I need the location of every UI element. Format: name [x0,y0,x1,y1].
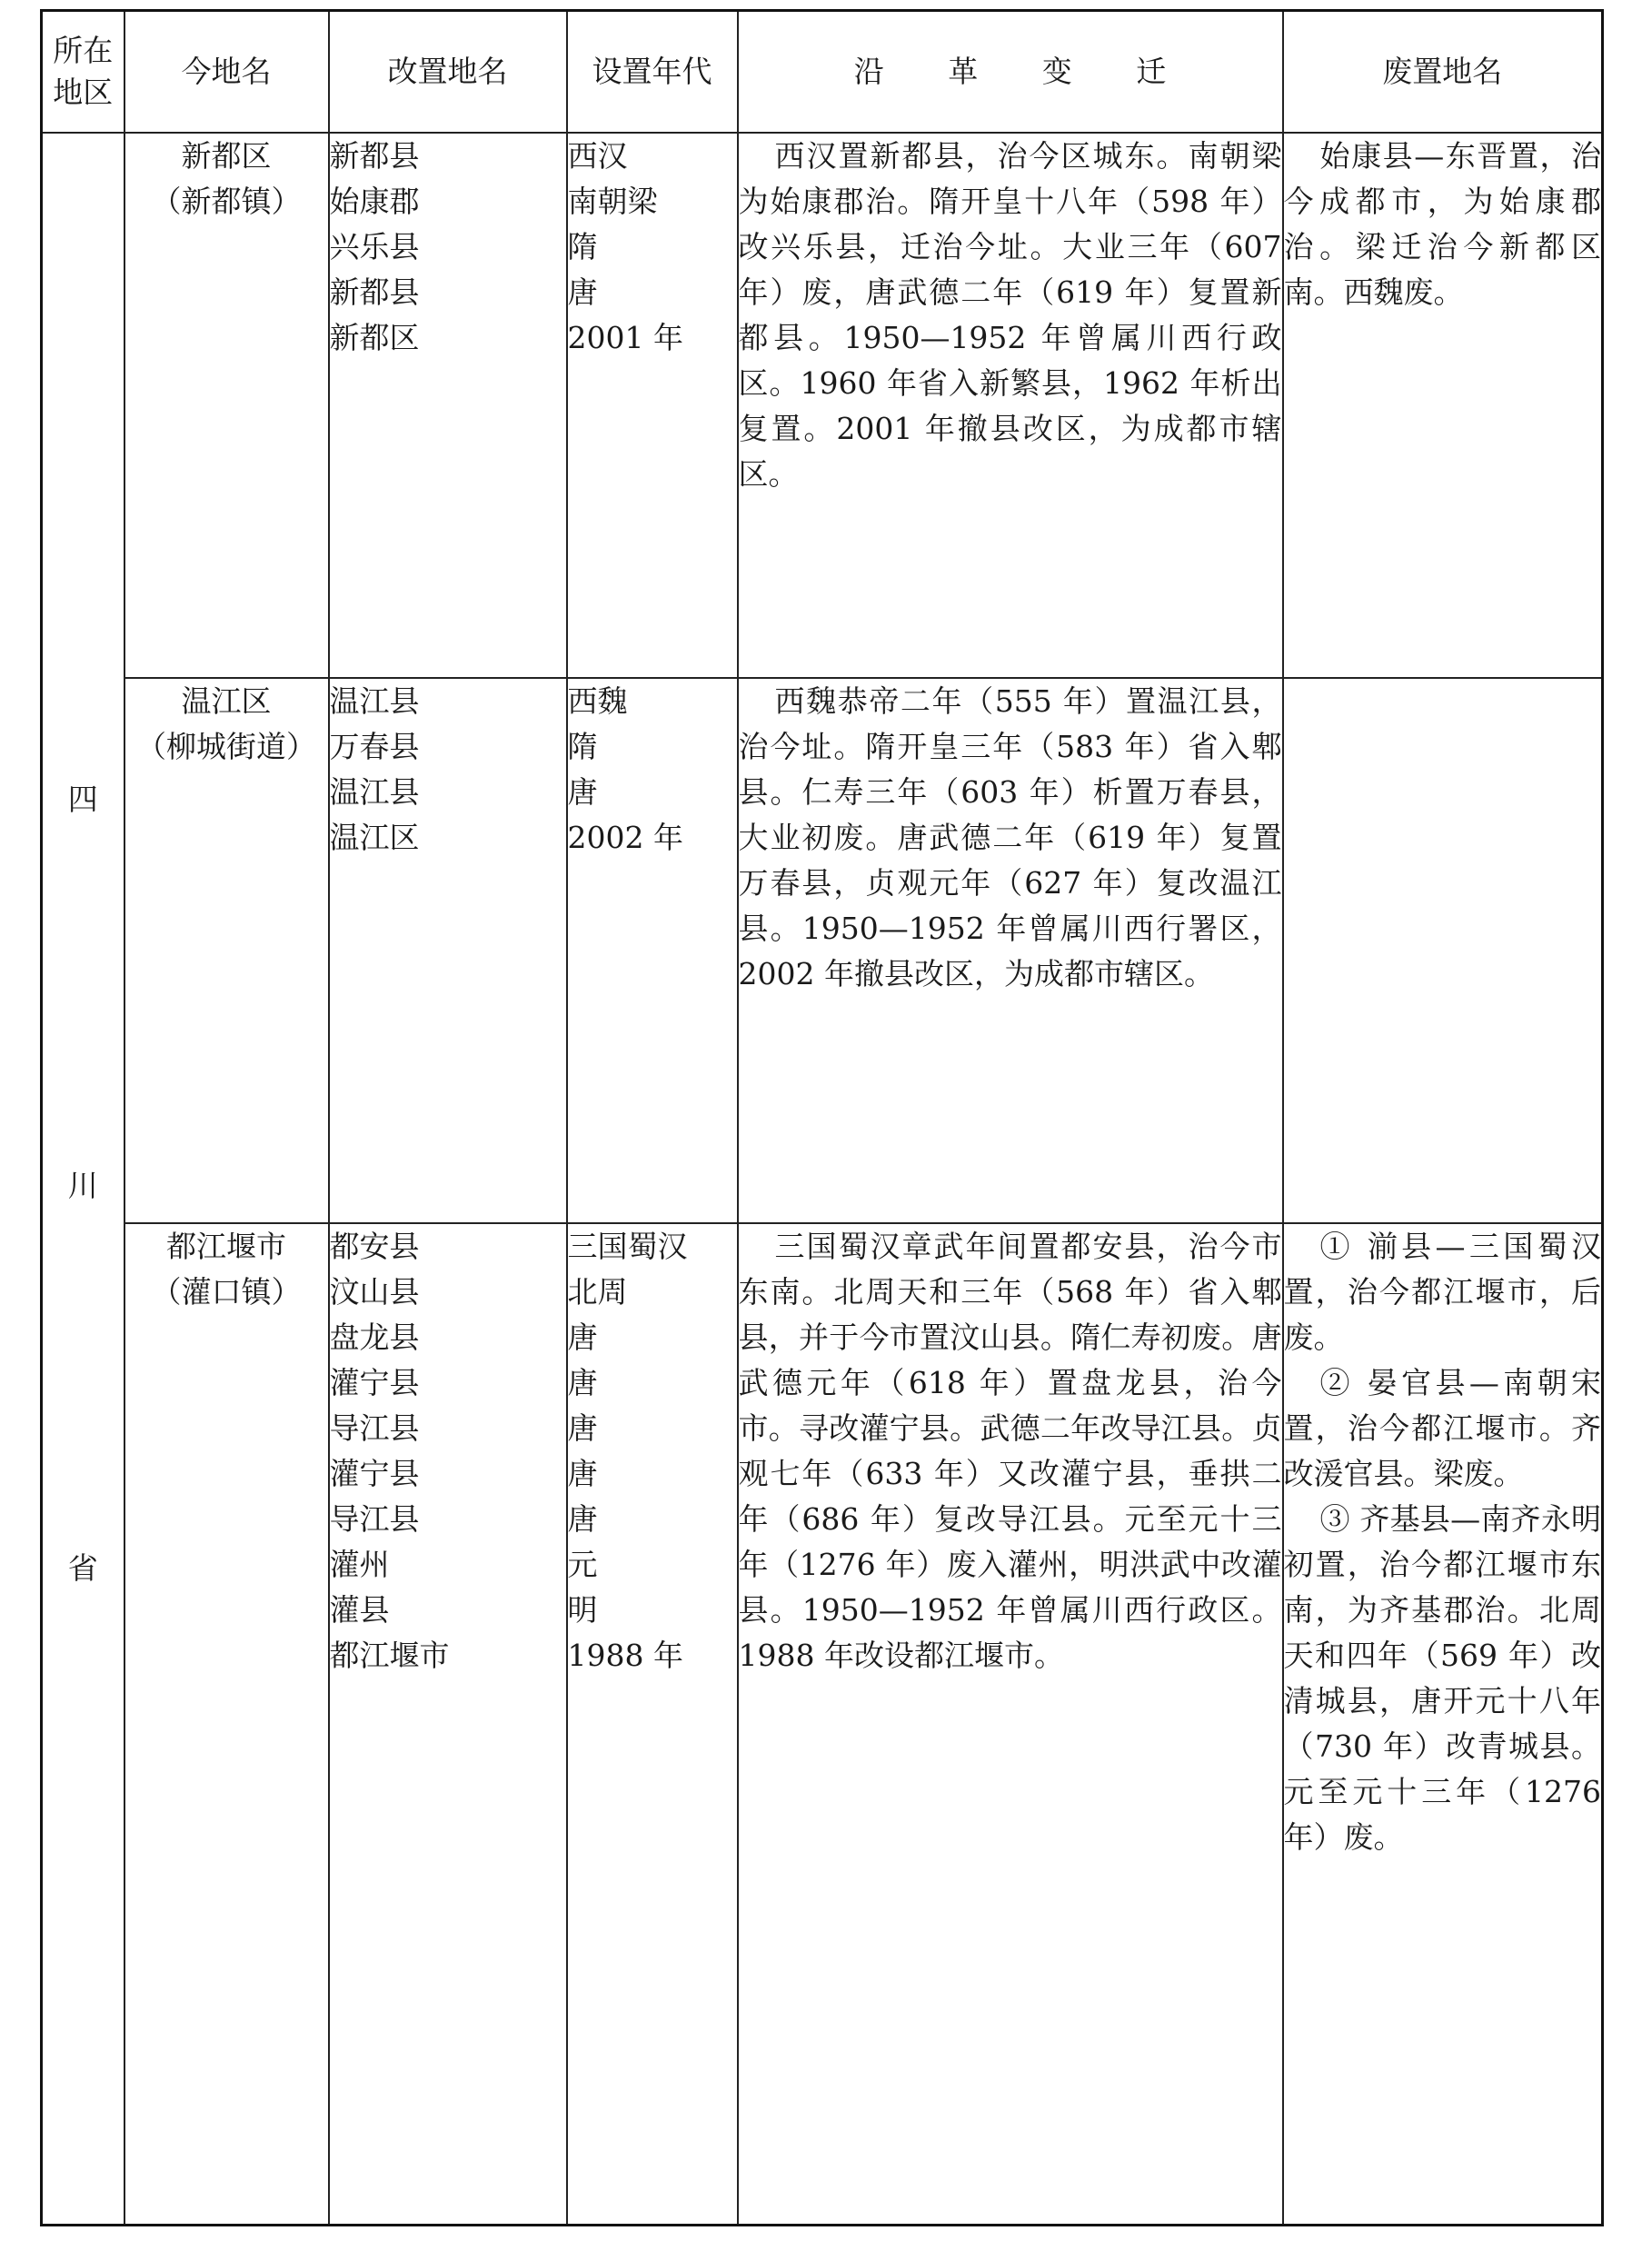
gazetteer-page [40,9,1601,2221]
header-former-names: 改置地名 [329,11,567,134]
former-names-cell: 温江县 万春县 温江县 温江区 [329,678,567,1223]
region-char: 省 [67,1550,98,1586]
header-region: 所在 地区 [42,11,124,134]
today-name-cell: 新都区 （新都镇） [124,133,329,678]
header-history: 沿 革 变 迁 [738,11,1283,134]
founded-cell: 西魏 隋 唐 2002 年 [567,678,738,1223]
founded-cell: 西汉 南朝梁 隋 唐 2001 年 [567,133,738,678]
header-row [42,11,1603,134]
history-cell: 西魏恭帝二年（555 年）置温江县，治今址。隋开皇三年（583 年）省入郫县。仁寿三年（603 年）析置万春县，大业初废。唐武德二年（619 年）复置万春县，贞观元年（627 年）复改温江县。1950—1952 年曾属川西行署区，2002 年撤县改区，为成都市辖区。 [738,678,1283,1223]
table-row [42,1223,1603,2226]
region-cell [42,133,124,2226]
abolished-cell: ① 湔县—三国蜀汉置，治今都江堰市，后废。 ② 晏官县—南朝宋置，治今都江堰市。齐改湲官县。梁废。 ③ 齐基县—南齐永明初置，治今都江堰市东南，为齐基郡治。北周天和四年（569 年）改清城县，唐开元十八年（730 年）改青城县。元至元十三年（1276 年）废。 [1283,1223,1603,2226]
abolished-cell [1283,678,1603,1223]
former-names-cell: 新都县 始康郡 兴乐县 新都县 新都区 [329,133,567,678]
founded-cell: 三国蜀汉 北周 唐 唐 唐 唐 唐 元 明 1988 年 [567,1223,738,2226]
gazetteer-table [40,9,1604,2226]
today-name-cell: 都江堰市 （灌口镇） [124,1223,329,2226]
abolished-cell: 始康县—东晋置，治今成都市，为始康郡治。梁迁治今新都区南。西魏废。 [1283,133,1603,678]
header-abolished: 废置地名 [1283,11,1603,134]
table-row [42,133,1603,678]
region-char: 川 [67,1168,98,1203]
former-names-cell: 都安县 汶山县 盘龙县 灌宁县 导江县 灌宁县 导江县 灌州 灌县 都江堰市 [329,1223,567,2226]
header-founded: 设置年代 [567,11,738,134]
history-cell: 三国蜀汉章武年间置都安县，治今市东南。北周天和三年（568 年）省入郫县，并于今市置汶山县。隋仁寿初废。唐武德元年（618 年）置盘龙县，治今市。寻改灌宁县。武德二年改导江县。贞观七年（633 年）又改灌宁县，垂拱二年（686 年）复改导江县。元至元十三年（1276 年）废入灌州，明洪武中改灌县。1950—1952 年曾属川西行政区。1988 年改设都江堰市。 [738,1223,1283,2226]
region-char: 四 [67,782,98,817]
table-row [42,678,1603,1223]
today-name-cell: 温江区 （柳城街道） [124,678,329,1223]
history-cell: 西汉置新都县，治今区城东。南朝梁为始康郡治。隋开皇十八年（598 年）改兴乐县，迁治今址。大业三年（607 年）废，唐武德二年（619 年）复置新都县。1950—1952 年曾属川西行政区。1960 年省入新繁县，1962 年析出复置。2001 年撤县改区，为成都市辖区。 [738,133,1283,678]
header-today-name: 今地名 [124,11,329,134]
